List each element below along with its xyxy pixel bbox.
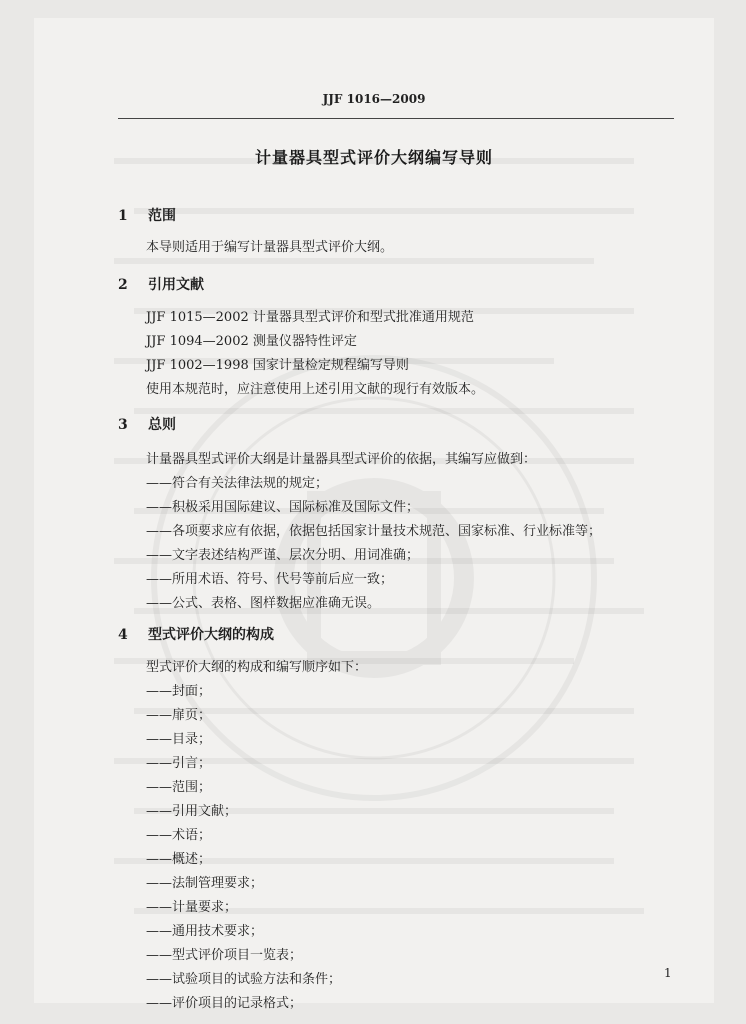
- principle-item: ——各项要求应有依据，依据包括国家计量技术规范、国家标准、行业标准等；: [146, 524, 602, 539]
- principle-item: ——积极采用国际建议、国际标准及国际文件；: [146, 500, 420, 515]
- structure-item: ——评价项目的记录格式；: [146, 996, 303, 1011]
- section-3-intro: 计量器具型式评价大纲是计量器具型式评价的依据，其编写应做到：: [146, 452, 537, 467]
- section-3-heading: [118, 414, 176, 434]
- structure-item: ——通用技术要求；: [146, 924, 264, 939]
- reference-item: JJF 1094—2002 测量仪器特性评定: [146, 334, 357, 349]
- structure-item: ——计量要求；: [146, 900, 238, 915]
- structure-item: ——概述；: [146, 852, 212, 867]
- section-4-intro: 型式评价大纲的构成和编写顺序如下：: [146, 660, 368, 675]
- structure-item: ——试验项目的试验方法和条件；: [146, 972, 342, 987]
- document-title: 计量器具型式评价大纲编写导则: [254, 148, 493, 167]
- principle-item: ——符合有关法律法规的规定；: [146, 476, 329, 491]
- structure-item: ——法制管理要求；: [146, 876, 264, 891]
- document-page: [34, 18, 714, 1011]
- structure-item: ——目录；: [146, 732, 212, 747]
- structure-item: ——封面；: [146, 684, 212, 699]
- section-4-title: 型式评价大纲的构成: [148, 627, 274, 643]
- reference-item: JJF 1002—1998 国家计量检定规程编写导则: [146, 358, 409, 373]
- structure-item: ——术语；: [146, 828, 212, 843]
- principle-item: ——公式、表格、图样数据应准确无误。: [146, 596, 381, 611]
- section-2-heading: [118, 274, 204, 294]
- section-4-heading: [118, 624, 274, 644]
- structure-item: ——扉页；: [146, 708, 212, 723]
- structure-item: ——型式评价项目一览表；: [146, 948, 303, 963]
- section-2-number: 2: [118, 277, 128, 293]
- section-4-number: 4: [118, 627, 128, 643]
- page-number: 1: [664, 966, 672, 980]
- reference-note: 使用本规范时，应注意使用上述引用文献的现行有效版本。: [146, 382, 485, 397]
- section-3-number: 3: [118, 417, 128, 433]
- section-1-title: 范围: [148, 208, 176, 224]
- section-3-title: 总则: [148, 417, 176, 433]
- structure-item: ——范围；: [146, 780, 212, 795]
- reference-item: JJF 1015—2002 计量器具型式评价和型式批准通用规范: [146, 310, 474, 325]
- principle-item: ——所用术语、符号、代号等前后应一致；: [146, 572, 394, 587]
- header-divider: [118, 118, 674, 119]
- section-2-title: 引用文献: [148, 277, 204, 293]
- principle-item: ——文字表述结构严谨、层次分明、用词准确；: [146, 548, 420, 563]
- structure-item: ——引言；: [146, 756, 212, 771]
- section-1-heading: [118, 205, 176, 225]
- section-1-text: 本导则适用于编写计量器具型式评价大纲。: [146, 240, 394, 255]
- structure-item: ——引用文献；: [146, 804, 238, 819]
- section-1-number: 1: [118, 208, 128, 224]
- standard-code-header: JJF 1016—2009: [322, 92, 426, 106]
